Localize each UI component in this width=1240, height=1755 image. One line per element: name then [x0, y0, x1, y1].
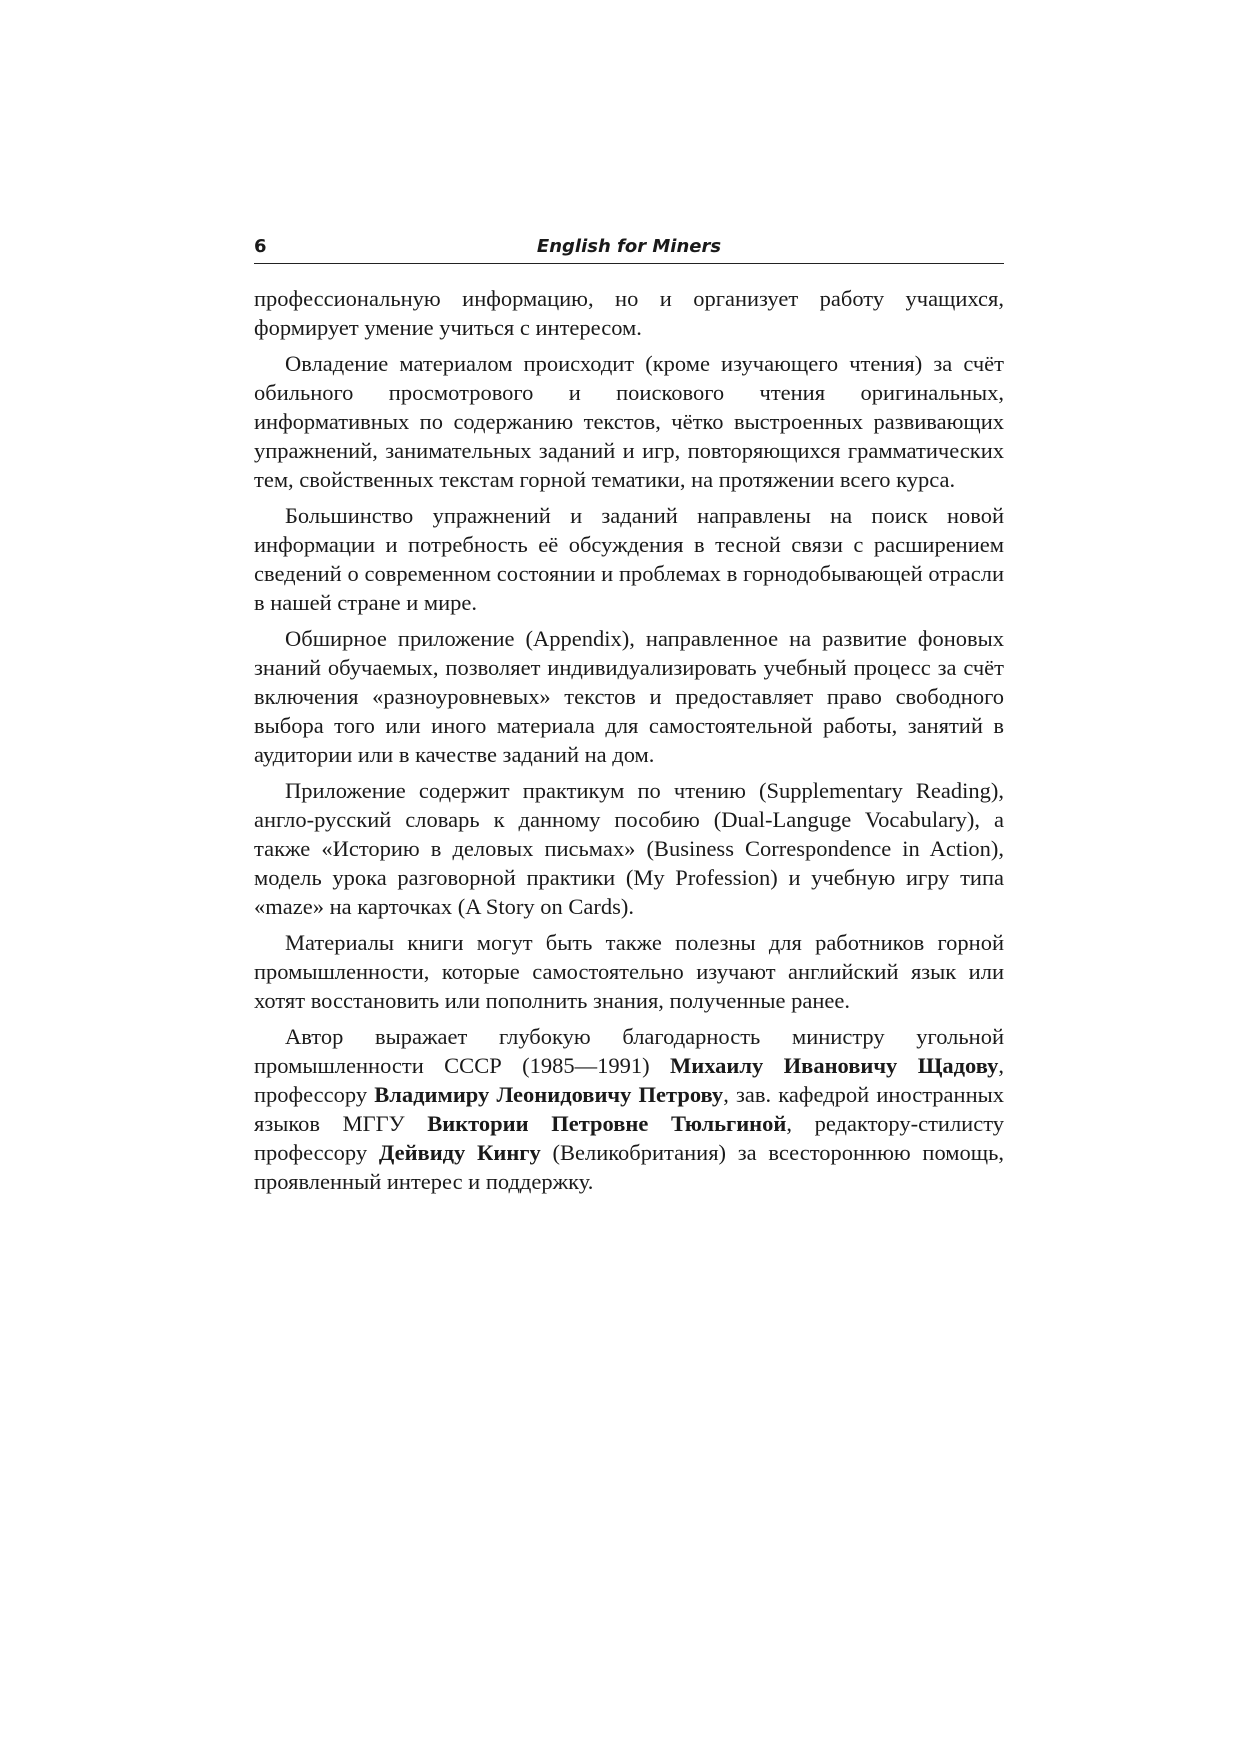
ack-name-king: Дейвиду Кингу: [378, 1140, 541, 1165]
paragraph-appendix: Обширное приложение (Appendix), направленное на развитие фоновых знаний обучаемых, позволяет индивидуализировать учебный процесс за счёт включения «разноуровневых» текстов и предоставляет право свободного выбора того или иного материала для самостоятельной работы, занятий в аудитории или в качестве заданий на дом.: [254, 626, 1004, 767]
paragraph-acknowledgements: [254, 1022, 1004, 1196]
ack-text-3: , зав. кафедрой иностранных языков МГГУ: [254, 1082, 1004, 1136]
paragraph-appendix-contents: Приложение содержит практикум по чтению (Supplementary Reading), англо-русский словарь к данному пособию (Dual-Languge Vocabulary), а также «Историю в деловых письмах» (Business Correspondence in Action), модель урока разговорной практики (My Profession) и учебную игру типа «maze» на карточках (A Story on Cards).: [254, 778, 1004, 919]
ack-text-1: Автор выражает глубокую благодарность министру угольной промышленности СССР (1985—1991): [254, 1024, 1004, 1078]
paragraph-material-mastery: Овладение материалом происходит (кроме изучающего чтения) за счёт обильного просмотрового и поискового чтения оригинальных, информативных по содержанию текстов, чётко выстроенных развивающих упражнений, занимательных заданий и игр, повторяющихся грамматических тем, свойственных текстам горной тематики, на протяжении всего курса.: [254, 351, 1004, 492]
paragraph-continued: профессиональную информацию, но и организует работу учащихся, формирует умение учиться с интересом.: [254, 286, 1004, 340]
book-page: [254, 236, 1004, 1203]
ack-name-shchadov: Михаилу Ивановичу Щадову: [670, 1053, 999, 1078]
ack-name-tyulgina: Виктории Петровне Тюльгиной: [427, 1111, 787, 1136]
page-number: 6: [254, 236, 267, 257]
ack-text-5: (Великобритания) за всестороннюю помощь, проявленный интерес и поддержку.: [254, 1140, 1004, 1194]
paragraph-exercises: Большинство упражнений и заданий направлены на поиск новой информации и потребность её обсуждения в тесной связи с расширением сведений о современном состоянии и проблемах в горнодобывающей отрасли в нашей стране и мире.: [254, 503, 1004, 615]
body-text: [254, 284, 1004, 1196]
ack-text-4: , редактору-стилисту профессору: [254, 1111, 1004, 1165]
page-header: [254, 236, 1004, 264]
running-title: English for Miners: [536, 236, 722, 257]
ack-name-petrov: Владимиру Леонидовичу Петрову: [374, 1082, 724, 1107]
ack-text-2: , профессору: [254, 1053, 1004, 1107]
paragraph-audience: Материалы книги могут быть также полезны для работников горной промышленности, которые самостоятельно изучают английский язык или хотят восстановить или пополнить знания, полученные ранее.: [254, 930, 1004, 1013]
